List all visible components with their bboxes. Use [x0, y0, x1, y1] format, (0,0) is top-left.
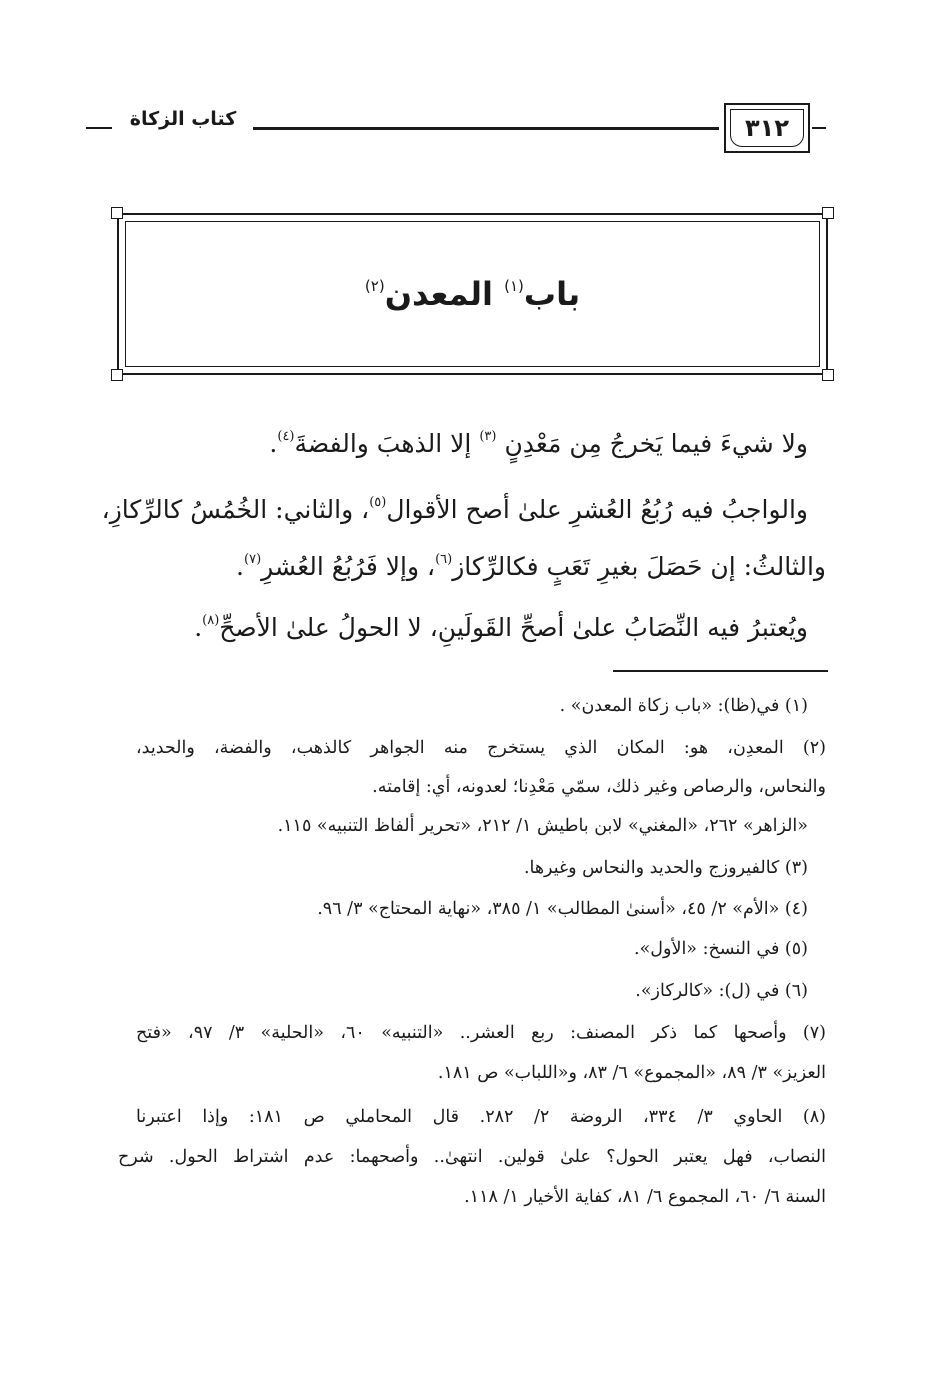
footnote-8-line-3: السنة ٦/ ٦٠، المجموع ٦/ ٨١، كفاية الأخيار ١/ ١١٨.	[464, 1187, 826, 1207]
header-rule-right	[812, 127, 826, 129]
footnote-8-line-2: النصاب، فهل يعتبر الحول؟ علىٰ قولين. انتهىٰ.. وأصحهما: عدم اشتراط الحول. شرح	[118, 1147, 826, 1167]
frame-corner-ornament	[111, 369, 123, 381]
body-text: ، والثاني: الخُمُسُ كالرِّكازِ،	[101, 495, 370, 524]
chapter-title-inner-frame	[125, 221, 820, 367]
page-number-frame	[724, 103, 810, 153]
footnote-ref-5: (٥)	[369, 495, 387, 510]
footnote-5: (٥) في النسخ: «الأول».	[634, 939, 808, 959]
footnote-2-line-1: (٢) المعدِن، هو: المكان الذي يستخرج منه الجواهر كالذهب، والفضة، والحديد،	[136, 738, 826, 758]
footnote-ref-2: (٢)	[364, 277, 385, 295]
frame-corner-ornament	[822, 369, 834, 381]
footnote-1: (١) في(ظا): «باب زكاة المعدن» .	[559, 696, 808, 716]
footnote-ref-6: (٦)	[435, 552, 453, 567]
footnote-7-line-2: العزيز» ٣/ ٨٩، «المجموع» ٦/ ٨٣، و«اللباب» ص ١٨١.	[437, 1063, 826, 1083]
body-line	[101, 478, 826, 535]
body-line	[118, 535, 826, 592]
body-text: ، وإلا فَرُبُعُ العُشرِ	[261, 552, 436, 581]
body-text: إلا الذهبَ والفضةَ	[294, 429, 472, 458]
footnote-8-line-1: (٨) الحاوي ٣/ ٣٣٤، الروضة ٢/ ٢٨٢. قال المحاملي ص ١٨١: وإذا اعتبرنا	[136, 1107, 826, 1127]
body-text: والثالثُ: إن حَصَلَ بغيرِ تَعَبٍ فكالرِّكاز	[452, 552, 826, 581]
frame-corner-ornament	[822, 207, 834, 219]
chapter-title-frame	[117, 213, 828, 375]
footnote-2-line-3: «الزاهر» ٢٦٢، «المغني» لابن باطيش ١/ ٢١٢، «تحرير ألفاظ التنبيه» ١١٥.	[277, 816, 808, 836]
header-rule-left	[86, 127, 112, 129]
footnote-ref-1: (١)	[504, 277, 524, 295]
page-number: ٣١٢	[745, 114, 789, 142]
footnote-6: (٦) في (ل): «كالركاز».	[635, 981, 808, 1001]
chapter-title-word-bab: باب	[523, 275, 581, 313]
body-text: ويُعتبرُ فيه النِّصَابُ علىٰ أصحِّ القَولَينِ، لا الحولُ علىٰ الأصحِّ	[219, 613, 808, 642]
body-text: ولا شيءَ فيما يَخرجُ مِن مَعْدِنٍ	[504, 429, 808, 458]
body-text: .	[194, 613, 203, 642]
chapter-title-word-madin: المعدن	[384, 275, 493, 313]
footnote-ref-4: (٤)	[277, 429, 295, 444]
page-number-inner-frame	[730, 109, 804, 147]
body-paragraph-2	[101, 478, 826, 592]
footnote-4: (٤) «الأم» ٢/ ٤٥، «أسنىٰ المطالب» ١/ ٣٨٥، «نهاية المحتاج» ٣/ ٩٦.	[317, 899, 808, 919]
footnote-2-line-2: والنحاس، والرصاص وغير ذلك، سمّي مَعْدِنا؛ لعدونه، أي: إقامته.	[372, 777, 826, 797]
body-paragraph-3	[194, 596, 808, 653]
body-text: .	[269, 429, 278, 458]
footnote-ref-8: (٨)	[202, 613, 220, 628]
footnote-separator	[613, 670, 828, 672]
body-paragraph-1	[269, 412, 808, 469]
footnote-3: (٣) كالفيروزج والحديد والنحاس وغيرها.	[523, 858, 808, 878]
body-text: .	[236, 552, 244, 581]
chapter-title	[365, 275, 580, 313]
footnote-7-line-1: (٧) وأصحها كما ذكر المصنف: ربع العشر.. «التنبيه» ٦٠، «الحلية» ٣/ ٩٧، «فتح	[136, 1023, 826, 1043]
header-rule-middle	[253, 127, 719, 130]
body-text: والواجبُ فيه رُبُعُ العُشرِ علىٰ أصح الأقوال	[386, 495, 808, 524]
footnote-ref-3: (٣)	[479, 429, 497, 444]
footnote-ref-7: (٧)	[244, 552, 262, 567]
running-header-title: كتاب الزكاة	[129, 108, 237, 130]
frame-corner-ornament	[111, 207, 123, 219]
